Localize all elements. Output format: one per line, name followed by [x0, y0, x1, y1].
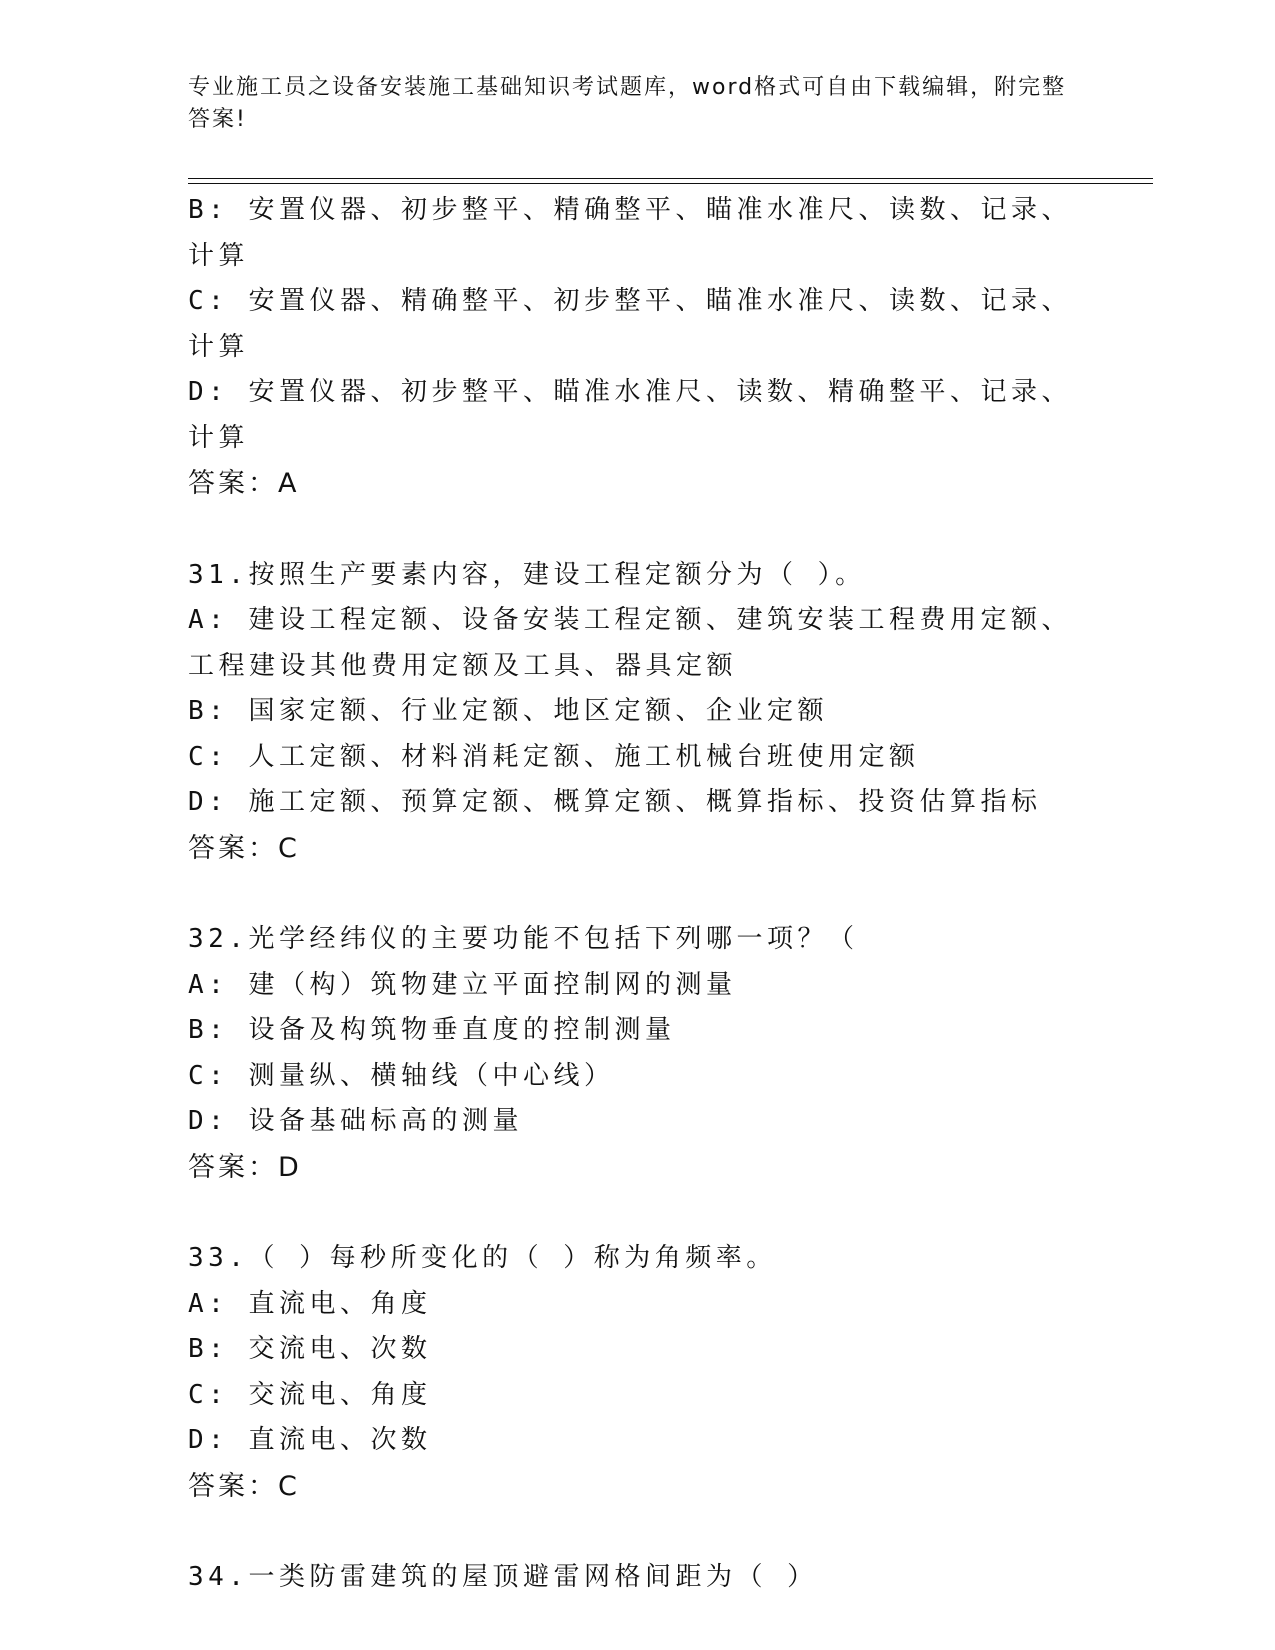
- question-text: 31.按照生产要素内容，建设工程定额分为（ ）。: [188, 559, 866, 590]
- option-c: C: 交流电、角度: [188, 1379, 432, 1410]
- option-d: D: 安置仪器、初步整平、瞄准水准尺、读数、精确整平、记录、计算: [188, 377, 1072, 453]
- question-text: 32.光学经纬仪的主要功能不包括下列哪一项？（: [188, 924, 859, 954]
- option-b: B: 国家定额、行业定额、地区定额、企业定额: [188, 696, 828, 726]
- question-text: 33.（ ）每秒所变化的（ ）称为角频率。: [188, 1243, 777, 1273]
- option-a: A: 建设工程定额、设备安装工程定额、建筑安装工程费用定额、工程建设其他费用定额及工具、器具定额: [188, 605, 1072, 681]
- document-title: 专业施工员之设备安装施工基础知识考试题库，word格式可自由下载编辑，附完整答案!: [188, 75, 1067, 132]
- answer-label: 答案：A: [188, 468, 300, 499]
- answer-label: 答案：C: [188, 1470, 300, 1502]
- option-c: C: 安置仪器、精确整平、初步整平、瞄准水准尺、读数、记录、计算: [188, 286, 1072, 362]
- question-list: [188, 188, 1088, 1601]
- header-rule-top: [188, 178, 1153, 179]
- question-block: [188, 1236, 1088, 1509]
- question-block: [188, 188, 1088, 507]
- option-d: D: 施工定额、预算定额、概算定额、概算指标、投资估算指标: [188, 787, 1042, 817]
- answer-label: 答案：C: [188, 832, 300, 864]
- spacer: [188, 1190, 1088, 1236]
- option-c: C: 测量纵、横轴线（中心线）: [188, 1060, 615, 1091]
- answer-label: 答案：D: [188, 1151, 302, 1183]
- option-a: A: 建（构）筑物建立平面控制网的测量: [188, 969, 737, 1000]
- spacer: [188, 507, 1088, 553]
- option-b: B: 设备及构筑物垂直度的控制测量: [188, 1015, 676, 1045]
- option-c: C: 人工定额、材料消耗定额、施工机械台班使用定额: [188, 741, 920, 772]
- option-b: B: 安置仪器、初步整平、精确整平、瞄准水准尺、读数、记录、计算: [188, 195, 1072, 271]
- header-rule-bottom: [188, 183, 1153, 184]
- option-d: D: 设备基础标高的测量: [188, 1106, 523, 1136]
- option-d: D: 直流电、次数: [188, 1425, 432, 1455]
- option-b: B: 交流电、次数: [188, 1334, 432, 1364]
- option-a: A: 直流电、角度: [188, 1288, 432, 1319]
- question-block: [188, 917, 1088, 1190]
- question-text: 34.一类防雷建筑的屋顶避雷网格间距为（ ）: [188, 1562, 818, 1592]
- spacer: [188, 871, 1088, 917]
- question-block: [188, 553, 1088, 872]
- spacer: [188, 1509, 1088, 1555]
- question-block: [188, 1555, 1088, 1601]
